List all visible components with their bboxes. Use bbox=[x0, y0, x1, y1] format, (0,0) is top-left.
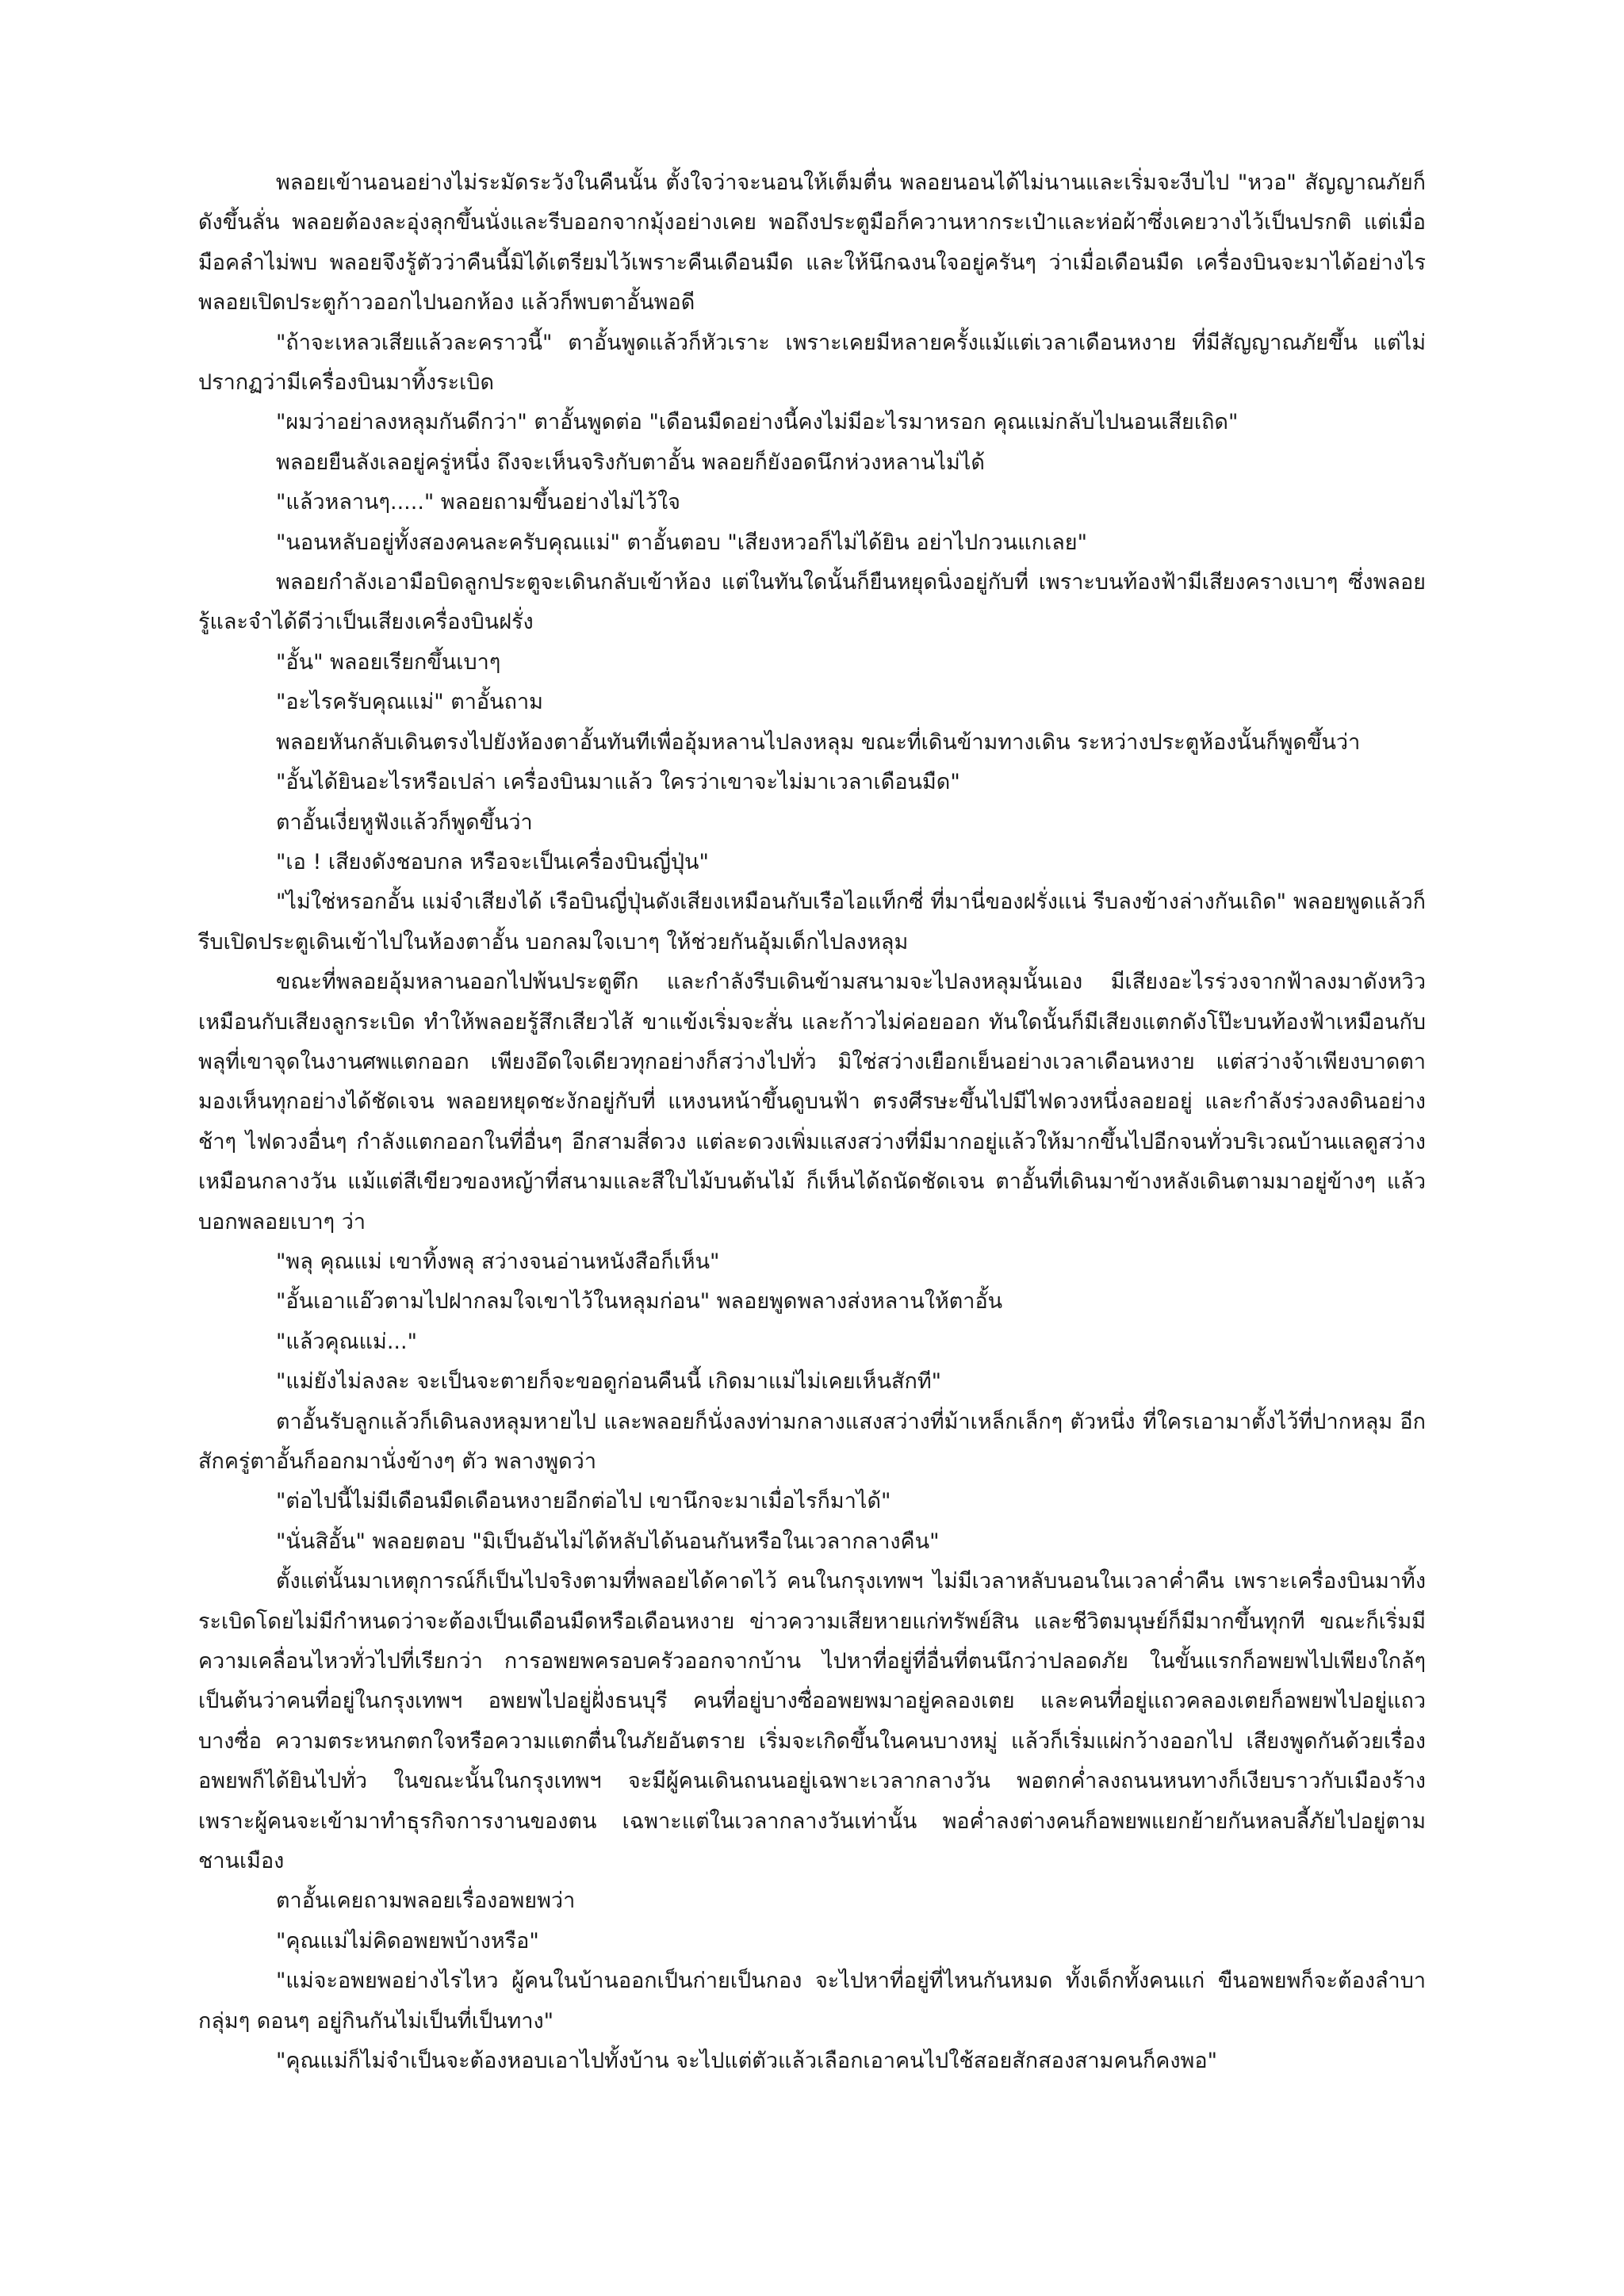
body-text bbox=[198, 163, 1426, 2082]
paragraph: ตั้งแต่นั้นมาเหตุการณ์ก็เป็นไปจริงตามที่พลอยได้คาดไว้ คนในกรุงเทพฯ ไม่มีเวลาหลับนอนในเวลาค่ำคืน เพราะเครื่องบินมาทิ้งระเบิดโดยไม่มีกำหนดว่าจะต้องเป็นเดือนมืดหรือเดือนหงาย ข่าวความเสียหายแก่ทรัพย์สิน และชีวิตมนุษย์ก็มีมากขึ้นทุกที ขณะก็เริ่มมีความเคลื่อนไหวทั่วไปที่เรียกว่า การอพยพครอบครัวออกจากบ้าน ไปหาที่อยู่ที่อื่นที่ตนนึกว่าปลอดภัย ในขั้นแรกก็อพยพไปเพียงใกล้ๆ เป็นต้นว่าคนที่อยู่ในกรุงเทพฯ อพยพไปอยู่ฝั่งธนบุรี คนที่อยู่บางซื่ออพยพมาอยู่คลองเตย และคนที่อยู่แถวคลองเตยก็อพยพไปอยู่แถวบางซื่อ ความตระหนกตกใจหรือความแตกตื่นในภัยอันตราย เริ่มจะเกิดขึ้นในคนบางหมู่ แล้วก็เริ่มแผ่กว้างออกไป เสียงพูดกันด้วยเรื่องอพยพก็ได้ยินไปทั่ว ในขณะนั้นในกรุงเทพฯ จะมีผู้คนเดินถนนอยู่เฉพาะเวลากลางวัน พอตกค่ำลงถนนหนทางก็เงียบราวกับเมืองร้าง เพราะผู้คนจะเข้ามาทำธุรกิจการงานของตน เฉพาะแต่ในเวลากลางวันเท่านั้น พอค่ำลงต่างคนก็อพยพแยกย้ายกันหลบลี้ภัยไปอยู่ตามชานเมือง bbox=[198, 1569, 1426, 1874]
paragraph: พลอยยืนลังเลอยู่ครู่หนึ่ง ถึงจะเห็นจริงกับตาอั้น พลอยก็ยังอดนึกห่วงหลานไม่ได้ bbox=[276, 450, 985, 475]
paragraph: ขณะที่พลอยอุ้มหลานออกไปพ้นประตูตึก และกำลังรีบเดินข้ามสนามจะไปลงหลุมนั้นเอง มีเสียงอะไรร่วงจากฟ้าลงมาดังหวิวเหมือนกับเสียงลูกระเบิด ทำให้พลอยรู้สึกเสียวไส้ ขาแข้งเริ่มจะสั่น และก้าวไม่ค่อยออก ทันใดนั้นก็มีเสียงแตกดังโป๊ะบนท้องฟ้าเหมือนกับพลุที่เขาจุดในงานศพแตกออก เพียงอึดใจเดียวทุกอย่างก็สว่างไปทั่ว มิใช่สว่างเยือกเย็นอย่างเวลาเดือนหงาย แต่สว่างจ้าเพียงบาดตา มองเห็นทุกอย่างได้ชัดเจน พลอยหยุดชะงักอยู่กับที่ แหงนหน้าขึ้นดูบนฟ้า ตรงศีรษะขึ้นไปมีไฟดวงหนึ่งลอยอยู่ และกำลังร่วงลงดินอย่างช้าๆ ไฟดวงอื่นๆ กำลังแตกออกในที่อื่นๆ อีกสามสี่ดวง แต่ละดวงเพิ่มแสงสว่างที่มีมากอยู่แล้วให้มากขึ้นไปอีกจนทั่วบริเวณบ้านแลดูสว่างเหมือนกลางวัน แม้แต่สีเขียวของหญ้าที่สนามและสีใบไม้บนต้นไม้ ก็เห็นได้ถนัดชัดเจน ตาอั้นที่เดินมาข้างหลังเดินตามมาอยู่ข้างๆ แล้วบอกพลอยเบาๆ ว่า bbox=[198, 970, 1426, 1234]
paragraph: พลอยเข้านอนอย่างไม่ระมัดระวังในคืนนั้น ตั้งใจว่าจะนอนให้เต็มตื่น พลอยนอนได้ไม่นานและเริ่มจะงีบไป "หวอ" สัญญาณภัยก็ดังขึ้นลั่น พลอยต้องละอุ่งลุกขึ้นนั่งและรีบออกจากมุ้งอย่างเคย พอถึงประตูมือก็ควานหากระเป๋าและห่อผ้าซึ่งเคยวางไว้เป็นปรกติ แต่เมื่อมือคลำไม่พบ พลอยจึงรู้ตัวว่าคืนนี้มิได้เตรียมไว้เพราะคืนเดือนมืด และให้นึกฉงนใจอยู่ครันๆ ว่าเมื่อเดือนมืด เครื่องบินจะมาได้อย่างไร พลอยเปิดประตูก้าวออกไปนอกห้อง แล้วก็พบตาอั้นพอดี bbox=[198, 170, 1426, 316]
paragraph: พลอยหันกลับเดินตรงไปยังห้องตาอั้นทันทีเพื่ออุ้มหลานไปลงหลุม ขณะที่เดินข้ามทางเดิน ระหว่างประตูห้องนั้นก็พูดขึ้นว่า bbox=[276, 729, 1361, 755]
paragraph: "แม่ยังไม่ลงละ จะเป็นจะตายก็จะขอดูก่อนคืนนี้ เกิดมาแม่ไม่เคยเห็นสักที" bbox=[276, 1369, 942, 1395]
paragraph: "แม่จะอพยพอย่างไรไหว ผู้คนในบ้านออกเป็นก่ายเป็นกอง จะไปหาที่อยู่ที่ไหนกันหมด ทั้งเด็กทั้งคนแก่ ขืนอพยพก็จะต้องลำบากลุ่มๆ ดอนๆ อยู่กินกันไม่เป็นที่เป็นทาง" bbox=[198, 1969, 1426, 2034]
paragraph: "ผมว่าอย่าลงหลุมกันดีกว่า" ตาอั้นพูดต่อ "เดือนมืดอย่างนี้คงไม่มีอะไรมาหรอก คุณแม่กลับไปนอนเสียเถิด" bbox=[276, 410, 1239, 435]
paragraph: "ถ้าจะเหลวเสียแล้วละคราวนี้" ตาอั้นพูดแล้วก็หัวเราะ เพราะเคยมีหลายครั้งแม้แต่เวลาเดือนหงาย ที่มีสัญญาณภัยขึ้น แต่ไม่ปรากฏว่ามีเครื่องบินมาทิ้งระเบิด bbox=[198, 330, 1426, 396]
paragraph: "แล้วคุณแม่..." bbox=[276, 1329, 418, 1354]
paragraph: "อะไรครับคุณแม่" ตาอั้นถาม bbox=[276, 690, 543, 715]
paragraph: "เอ ! เสียงดังชอบกล หรือจะเป็นเครื่องบินญี่ปุ่น" bbox=[276, 849, 709, 874]
paragraph: "อั้น" พลอยเรียกขึ้นเบาๆ bbox=[276, 649, 501, 675]
paragraph: "ต่อไปนี้ไม่มีเดือนมืดเดือนหงายอีกต่อไป เขานึกจะมาเมื่อไรก็มาได้" bbox=[276, 1489, 891, 1514]
paragraph: "นั่นสิอั้น" พลอยตอบ "มิเป็นอันไม่ได้หลับได้นอนกันหรือในเวลากลางคืน" bbox=[276, 1529, 940, 1554]
paragraph: "อั้นได้ยินอะไรหรือเปล่า เครื่องบินมาแล้ว ใครว่าเขาจะไม่มาเวลาเดือนมืด" bbox=[276, 770, 960, 795]
paragraph: "นอนหลับอยู่ทั้งสองคนละครับคุณแม่" ตาอั้นตอบ "เสียงหวอก็ไม่ได้ยิน อย่าไปกวนแกเลย" bbox=[276, 530, 1087, 555]
paragraph: "คุณแม่ก็ไม่จำเป็นจะต้องหอบเอาไปทั้งบ้าน จะไปแต่ตัวแล้วเลือกเอาคนไปใช้สอยสักสองสามคนก็คงพอ" bbox=[276, 2049, 1217, 2074]
paragraph: ตาอั้นรับลูกแล้วก็เดินลงหลุมหายไป และพลอยก็นั่งลงท่ามกลางแสงสว่างที่ม้าเหล็กเล็กๆ ตัวหนึ่ง ที่ใครเอามาตั้งไว้ที่ปากหลุม อีกสักครู่ตาอั้นก็ออกมานั่งข้างๆ ตัว พลางพูดว่า bbox=[198, 1409, 1426, 1474]
paragraph: "คุณแม่ไม่คิดอพยพบ้างหรือ" bbox=[276, 1928, 539, 1954]
paragraph: "ไม่ใช่หรอกอั้น แม่จำเสียงได้ เรือบินญี่ปุ่นดังเสียงเหมือนกับเรือไอแท็กซี่ ที่มานี่ของฝรั่งแน่ รีบลงข้างล่างกันเถิด" พลอยพูดแล้วก็รีบเปิดประตูเดินเข้าไปในห้องตาอั้น บอกลมใจเบาๆ ให้ช่วยกันอุ้มเด็กไปลงหลุม bbox=[198, 890, 1426, 955]
paragraph: ตาอั้นเงี่ยหูฟังแล้วก็พูดขึ้นว่า bbox=[276, 809, 533, 835]
paragraph: "อั้นเอาแอ๊วตามไปฝากลมใจเขาไว้ในหลุมก่อน" พลอยพูดพลางส่งหลานให้ตาอั้น bbox=[276, 1289, 1003, 1314]
paragraph: พลอยกำลังเอามือบิดลูกประตูจะเดินกลับเข้าห้อง แต่ในทันใดนั้นก็ยืนหยุดนิ่งอยู่กับที่ เพราะบนท้องฟ้ามีเสียงครางเบาๆ ซึ่งพลอยรู้และจำได้ดีว่าเป็นเสียงเครื่องบินฝรั่ง bbox=[198, 570, 1426, 635]
paragraph: ตาอั้นเคยถามพลอยเรื่องอพยพว่า bbox=[276, 1888, 576, 1914]
paragraph: "พลุ คุณแม่ เขาทิ้งพลุ สว่างจนอ่านหนังสือก็เห็น" bbox=[276, 1249, 720, 1274]
paragraph: "แล้วหลานๆ....." พลอยถามขึ้นอย่างไม่ไว้ใจ bbox=[276, 490, 681, 515]
